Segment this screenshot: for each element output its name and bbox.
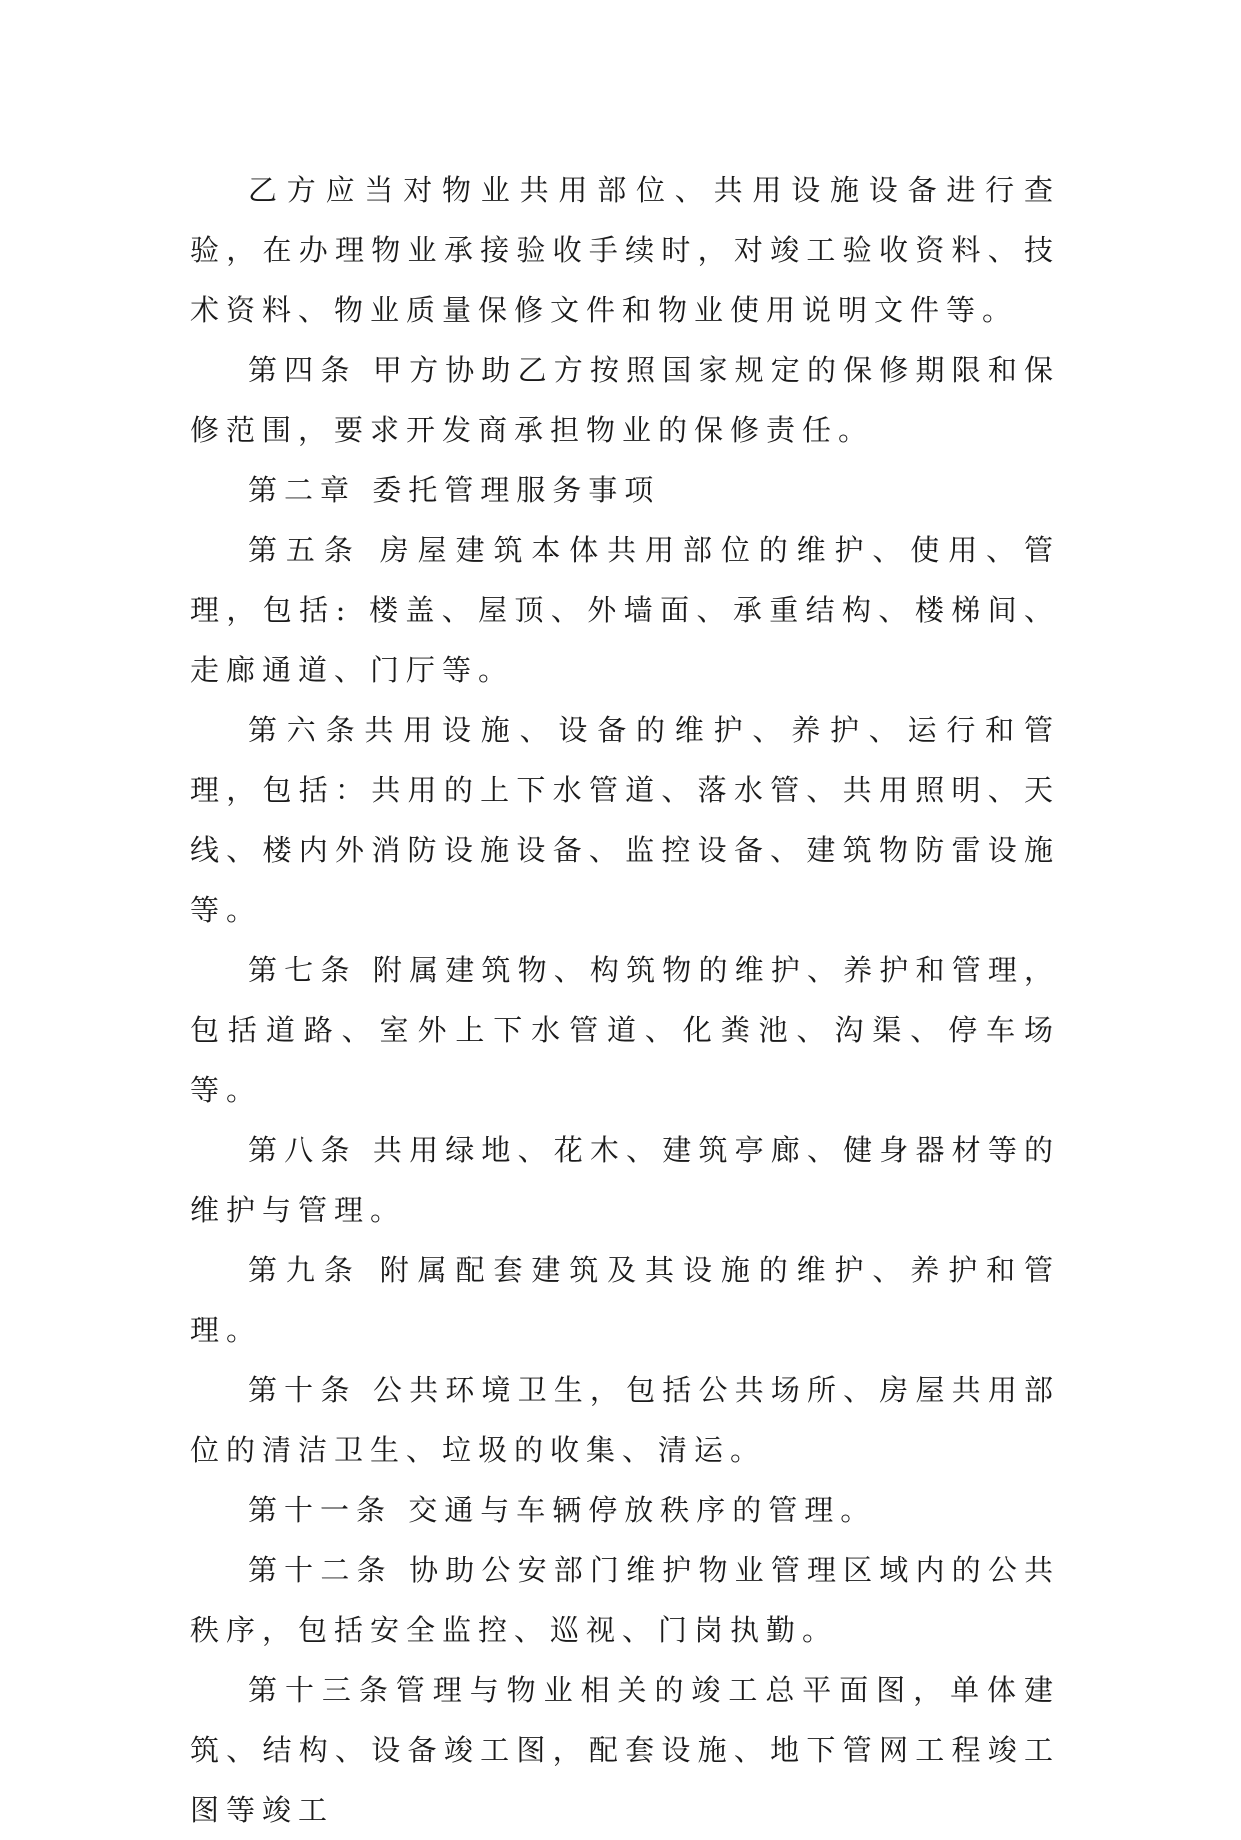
- paragraph-inspection: 乙方应当对物业共用部位、共用设施设备进行查验，在办理物业承接验收手续时，对竣工验收资料、技术资料、物业质量保修文件和物业使用说明文件等。: [190, 173, 1060, 327]
- document-body: [190, 160, 1060, 1840]
- chapter-heading: 第二章 委托管理服务事项: [248, 473, 661, 507]
- paragraph-article-7: 第七条 附属建筑物、构筑物的维护、养护和管理，包括道路、室外上下水管道、化粪池、沟渠、停车场等。: [190, 953, 1060, 1107]
- paragraph-article-8: 第八条 共用绿地、花木、建筑亭廊、健身器材等的维护与管理。: [190, 1133, 1060, 1227]
- paragraph-article-12: 第十二条 协助公安部门维护物业管理区域内的公共秩序，包括安全监控、巡视、门岗执勤。: [190, 1553, 1060, 1647]
- paragraph-article-13: 第十三条管理与物业相关的竣工总平面图，单体建筑、结构、设备竣工图，配套设施、地下管网工程竣工图等竣工: [190, 1673, 1060, 1827]
- paragraph-article-4: 第四条 甲方协助乙方按照国家规定的保修期限和保修范围，要求开发商承担物业的保修责任。: [190, 353, 1060, 447]
- paragraph-article-6: 第六条共用设施、设备的维护、养护、运行和管理，包括：共用的上下水管道、落水管、共用照明、天线、楼内外消防设施设备、监控设备、建筑物防雷设施等。: [190, 713, 1060, 927]
- paragraph-article-9: 第九条 附属配套建筑及其设施的维护、养护和管理。: [190, 1253, 1060, 1347]
- paragraph-article-10: 第十条 公共环境卫生，包括公共场所、房屋共用部位的清洁卫生、垃圾的收集、清运。: [190, 1373, 1060, 1467]
- paragraph-article-5: 第五条 房屋建筑本体共用部位的维护、使用、管理，包括: 楼盖、屋顶、外墙面、承重结构、楼梯间、走廊通道、门厅等。: [190, 533, 1060, 687]
- paragraph-article-11: 第十一条 交通与车辆停放秩序的管理。: [248, 1493, 877, 1527]
